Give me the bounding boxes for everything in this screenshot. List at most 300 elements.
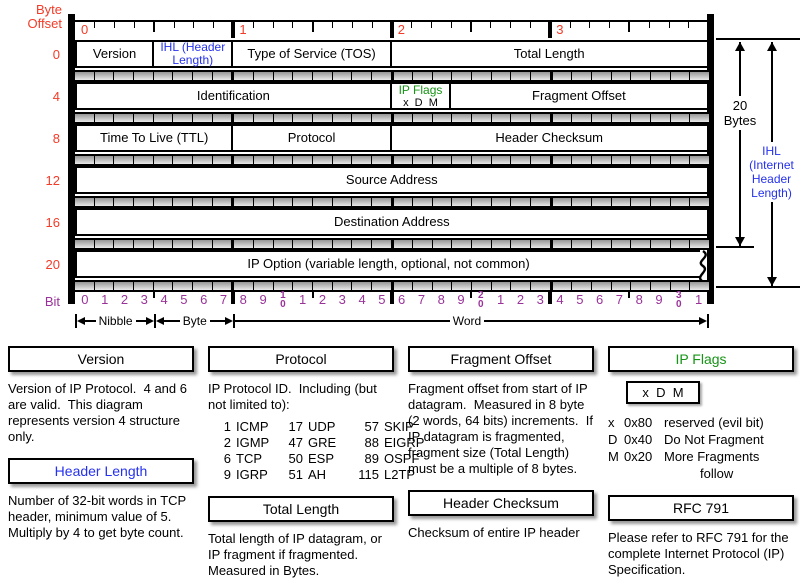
separator-segment [254, 156, 274, 164]
separator-segment [572, 198, 592, 206]
separator-segment [333, 72, 353, 80]
ruler-tick [193, 22, 194, 28]
separator-segment [394, 282, 414, 290]
separator-segment [173, 240, 193, 248]
note-title-ip-flags: IP Flags [608, 346, 794, 372]
field-cell-label: IP Flags [398, 82, 443, 97]
separator-segment [472, 114, 492, 122]
protocol-name: L2TP [384, 467, 416, 482]
separator-segment [352, 72, 372, 80]
separator-segment [592, 114, 612, 122]
ruler-tick [530, 22, 531, 28]
bit-number: 2 [318, 292, 327, 307]
separator-segment [293, 282, 313, 290]
protocol-number: 57 [364, 419, 379, 434]
separator-segment [690, 114, 709, 122]
separator-segment [394, 198, 414, 206]
protocol-number: 51 [288, 467, 303, 482]
scale-label: Nibble [98, 314, 133, 328]
bit-number: 7 [417, 292, 426, 307]
bit-number: 5 [378, 292, 386, 307]
separator-segment [671, 240, 691, 248]
separator-segment [95, 72, 115, 80]
bit-number: 6 [200, 292, 208, 307]
separator-segment [631, 156, 651, 164]
separator-segment [234, 156, 254, 164]
separator-segment [213, 198, 235, 206]
arrowhead-right-icon [699, 317, 707, 325]
separator-segment [592, 72, 612, 80]
protocol-number: 9 [223, 467, 231, 482]
scale-label: Word [452, 314, 482, 328]
bit-number-ones: 0 [676, 299, 682, 310]
separator-segment [492, 282, 512, 290]
bit-number: 4 [160, 292, 168, 307]
protocol-number: 6 [223, 451, 231, 466]
arrowhead-up-icon [767, 42, 777, 51]
bit-number: 1 [694, 292, 703, 307]
note-body-text: Total length of IP datagram, or IP fragment if fragmented. Measured in Bytes. [208, 531, 386, 578]
header-row-offset-20 [75, 250, 700, 278]
separator-segment [134, 240, 154, 248]
separator-segment [75, 282, 95, 290]
flag-definitions [608, 414, 794, 482]
separator-segment [293, 156, 313, 164]
bit-ruler-tick [548, 290, 552, 304]
separator-segment [690, 282, 709, 290]
separator-segment [333, 282, 353, 290]
separator-segment [313, 240, 333, 248]
ruler-tick [114, 22, 115, 28]
arrowhead-up-icon [735, 42, 745, 51]
separator-segment [173, 72, 193, 80]
flag-letter: D [608, 432, 618, 447]
separator-segment [254, 198, 274, 206]
bit-number-stacked [478, 291, 484, 309]
separator-segment [193, 282, 213, 290]
note-title-total-length: Total Length [208, 496, 394, 522]
note-title-rfc-791: RFC 791 [608, 495, 794, 521]
bit-separator-bar [75, 238, 709, 250]
separator-segment [134, 156, 154, 164]
separator-segment [95, 156, 115, 164]
separator-segment [433, 282, 453, 290]
flag-hex-value: 0x40 [624, 432, 653, 447]
separator-segment [553, 72, 573, 80]
protocol-name: GRE [308, 435, 337, 450]
separator-segment [154, 156, 174, 164]
separator-segment [511, 156, 531, 164]
separator-segment [173, 114, 193, 122]
separator-segment [651, 72, 671, 80]
bit-number-tens: 3 [676, 290, 682, 301]
field-cell-type-of-service-tos [231, 40, 391, 68]
ruler-tick [548, 22, 552, 38]
separator-segment [592, 156, 612, 164]
separator-segment [193, 72, 213, 80]
separator-segment [193, 198, 213, 206]
protocol-name: IGRP [236, 467, 268, 482]
bit-number: 4 [556, 292, 564, 307]
separator-segment [651, 198, 671, 206]
ruler-tick [451, 22, 452, 28]
separator-segment [612, 114, 632, 122]
bit-number: 1 [497, 292, 505, 307]
separator-segment [394, 156, 414, 164]
bit-number: 3 [338, 292, 346, 307]
bit-number: 1 [299, 292, 307, 307]
note-body-text: Please refer to RFC 791 for the complete Internet Protocol (IP) Specification. [608, 530, 793, 577]
ruler-tick [411, 22, 412, 28]
separator-segment [134, 282, 154, 290]
separator-segment [452, 198, 472, 206]
byte-number-label: 1 [239, 22, 247, 37]
ruler-tick [134, 22, 135, 28]
separator-segment [651, 114, 671, 122]
separator-segment [612, 282, 632, 290]
ruler-tick [589, 22, 590, 28]
separator-segment [492, 114, 512, 122]
field-cell-label: IHL (Header Length) [160, 40, 226, 67]
separator-segment [553, 282, 573, 290]
note-title-header-length: Header Length [8, 458, 194, 484]
separator-segment [572, 240, 592, 248]
separator-segment [413, 72, 433, 80]
bit-separator-bar [75, 70, 709, 82]
field-cell-label: Source Address [345, 172, 438, 187]
separator-segment [612, 72, 632, 80]
separator-segment [173, 198, 193, 206]
separator-segment [612, 156, 632, 164]
separator-segment [452, 282, 472, 290]
separator-segment [75, 198, 95, 206]
separator-segment [433, 156, 453, 164]
bit-separator-bar [75, 112, 709, 124]
arrowhead-down-icon [735, 237, 745, 246]
scale-line [235, 320, 449, 322]
ruler-tick [253, 22, 254, 28]
ruler-tick [352, 22, 353, 28]
separator-segment [413, 114, 433, 122]
separator-segment [234, 282, 254, 290]
byte-offset-axis-label: Byte Offset [27, 2, 62, 31]
separator-segment [492, 72, 512, 80]
ruler-tick [292, 22, 293, 28]
ruler-tick [669, 22, 670, 28]
scale-line [210, 320, 226, 322]
separator-segment [531, 240, 553, 248]
separator-segment [254, 240, 274, 248]
field-cell-version [75, 40, 154, 68]
separator-segment [114, 198, 134, 206]
separator-segment [531, 156, 553, 164]
separator-segment [452, 114, 472, 122]
row-offset-label: 4 [52, 89, 60, 104]
separator-segment [492, 240, 512, 248]
bit-number [471, 291, 491, 309]
flag-bit-letters: x D M [403, 96, 438, 109]
bit-number: 5 [180, 292, 188, 307]
separator-segment [274, 282, 294, 290]
protocol-name: SKIP [384, 419, 414, 434]
bit-number: 9 [457, 292, 465, 307]
bit-ruler-tick [628, 290, 630, 298]
bit-number: 6 [596, 292, 604, 307]
separator-segment [553, 240, 573, 248]
bracket-cap-top [716, 38, 800, 40]
note-title-fragment-offset: Fragment Offset [408, 346, 594, 372]
protocol-name: UDP [308, 419, 336, 434]
separator-segment [95, 240, 115, 248]
field-cell-label: Header Checksum [495, 130, 603, 145]
scale-span-word [233, 314, 708, 328]
field-cell-total-length [390, 40, 709, 68]
field-cell-header-checksum [390, 124, 709, 152]
bit-ruler-tick [153, 290, 155, 298]
flag-letter: M [608, 449, 619, 464]
bit-number: 2 [516, 292, 525, 307]
row-offset-label: 0 [52, 47, 60, 62]
separator-segment [531, 72, 553, 80]
separator-segment [134, 198, 154, 206]
scale-span-nibble [75, 314, 154, 328]
separator-segment [234, 114, 254, 122]
note-title-version: Version [8, 346, 194, 372]
protocol-id-table [214, 419, 425, 483]
separator-segment [134, 114, 154, 122]
separator-segment [413, 282, 433, 290]
separator-segment [213, 114, 235, 122]
separator-segment [394, 114, 414, 122]
bit-number: 5 [576, 292, 584, 307]
ruler-tick [628, 22, 630, 32]
byte-number-label: 0 [81, 22, 89, 37]
ruler-tick [470, 22, 472, 32]
separator-segment [293, 240, 313, 248]
ruler-tick [312, 22, 314, 32]
scale-line [164, 320, 180, 322]
separator-segment [433, 198, 453, 206]
flag-hex-value: 0x20 [624, 449, 653, 464]
bit-number: 6 [398, 292, 406, 307]
separator-segment [293, 72, 313, 80]
separator-segment [433, 72, 453, 80]
separator-segment [254, 72, 274, 80]
field-cell-label: IP Option (variable length, optional, not common) [247, 256, 530, 271]
bracket-label-ihl: IHL (Internet Header Length) [743, 142, 800, 202]
separator-segment [572, 72, 592, 80]
scale-spans [75, 314, 709, 328]
separator-segment [352, 240, 372, 248]
scale-line [85, 320, 96, 322]
separator-segment [612, 240, 632, 248]
separator-segment [531, 198, 553, 206]
note-title-header-checksum: Header Checksum [408, 490, 594, 516]
separator-segment [651, 240, 671, 248]
bit-number: 8 [239, 292, 247, 307]
separator-segment [511, 72, 531, 80]
field-cell-label: Type of Service (TOS) [247, 46, 376, 61]
bit-axis-label: Bit [44, 294, 60, 309]
field-notes-section [0, 346, 800, 576]
separator-segment [274, 156, 294, 164]
separator-segment [114, 240, 134, 248]
protocol-name: EIGRP [384, 435, 425, 450]
arrowhead-down-icon [767, 277, 777, 286]
separator-segment [313, 198, 333, 206]
ruler-tick [431, 22, 432, 28]
protocol-name: ICMP [236, 419, 269, 434]
protocol-name: IGMP [236, 435, 270, 450]
flag-hex-value: 0x80 [624, 415, 653, 430]
separator-segment [313, 72, 333, 80]
note-body-text: Number of 32-bit words in TCP header, minimum value of 5. Multiply by 4 to get byte count. [8, 493, 190, 540]
ruler-tick [153, 22, 155, 32]
separator-segment [274, 114, 294, 122]
separator-segment [75, 72, 95, 80]
flag-description: More Fragments [664, 449, 760, 464]
separator-segment [671, 156, 691, 164]
separator-segment [75, 114, 95, 122]
separator-segment [313, 114, 333, 122]
field-cell-identification [75, 82, 392, 110]
separator-segment [193, 156, 213, 164]
arrowhead-right-icon [146, 317, 154, 325]
separator-segment [492, 156, 512, 164]
protocol-number: 47 [288, 435, 303, 450]
separator-segment [114, 114, 134, 122]
bit-number: 0 [81, 292, 89, 307]
header-row-offset-4 [75, 82, 709, 110]
separator-segment [213, 156, 235, 164]
separator-segment [690, 240, 709, 248]
separator-segment [352, 282, 372, 290]
bit-number: 9 [655, 292, 663, 307]
separator-segment [472, 198, 492, 206]
separator-segment [572, 114, 592, 122]
bit-ruler-tick [390, 290, 394, 304]
measure-arrow-20-bytes [739, 42, 741, 246]
separator-segment [511, 198, 531, 206]
separator-segment [95, 198, 115, 206]
row-offset-label: 16 [45, 215, 60, 230]
bit-number [669, 291, 689, 309]
ruler-tick [649, 22, 650, 28]
ruler-tick [273, 22, 274, 28]
bit-separator-bar [75, 154, 709, 166]
separator-segment [452, 240, 472, 248]
bit-number-stacked [676, 291, 682, 309]
note-column-3 [408, 346, 597, 547]
separator-segment [372, 72, 394, 80]
bit-number: 8 [635, 292, 643, 307]
ruler-tick [390, 22, 394, 38]
separator-segment [333, 114, 353, 122]
scale-line [484, 320, 698, 322]
separator-segment [511, 282, 531, 290]
separator-segment [372, 282, 394, 290]
field-cell-label: Fragment Offset [532, 88, 626, 103]
separator-segment [592, 240, 612, 248]
separator-segment [690, 156, 709, 164]
separator-segment [413, 198, 433, 206]
row-offset-label: 12 [45, 173, 60, 188]
field-cell-time-to-live-ttl [75, 124, 233, 152]
ruler-tick [174, 22, 175, 28]
flag-description: Do Not Fragment [664, 432, 764, 447]
protocol-name: AH [308, 467, 327, 482]
bit-number: 8 [437, 292, 445, 307]
note-column-2 [208, 346, 425, 585]
bracket-label-20-bytes: 20 Bytes [717, 96, 763, 130]
separator-segment [553, 198, 573, 206]
flag-bits-box: x D M [626, 381, 700, 404]
note-body-text: IP Protocol ID. Including (but not limited to): [208, 381, 381, 412]
ruler-tick [570, 22, 571, 28]
separator-segment [234, 198, 254, 206]
separator-segment [254, 114, 274, 122]
bit-number: 3 [536, 292, 544, 307]
separator-segment [114, 156, 134, 164]
separator-segment [472, 240, 492, 248]
bit-separator-bar [75, 196, 709, 208]
separator-segment [293, 114, 313, 122]
separator-segment [173, 156, 193, 164]
separator-segment [95, 114, 115, 122]
separator-segment [631, 282, 651, 290]
separator-segment [313, 282, 333, 290]
bit-number: 7 [615, 292, 624, 307]
field-cell-label: Time To Live (TTL) [100, 130, 209, 145]
field-cell-label: Identification [196, 88, 270, 103]
separator-segment [452, 156, 472, 164]
field-cell-ihl-header-length [152, 40, 233, 68]
separator-segment [173, 282, 193, 290]
bit-number-tens: 2 [478, 290, 484, 301]
flag-description: reserved (evil bit) [664, 415, 764, 430]
field-cell-ip-option-variable-length-optional-not-common [75, 250, 700, 278]
separator-segment [433, 114, 453, 122]
separator-segment [274, 198, 294, 206]
bit-number-ones: 0 [280, 299, 286, 310]
protocol-number: 17 [288, 419, 303, 434]
separator-segment [572, 156, 592, 164]
separator-segment [274, 72, 294, 80]
separator-segment [154, 198, 174, 206]
separator-segment [531, 282, 553, 290]
separator-segment [651, 156, 671, 164]
field-cell-label: Total Length [513, 46, 585, 61]
header-row-offset-16 [75, 208, 709, 236]
separator-segment [372, 114, 394, 122]
flag-definition-continuation: follow [700, 466, 734, 481]
separator-segment [234, 240, 254, 248]
header-row-offset-0 [75, 40, 709, 68]
separator-segment [333, 198, 353, 206]
separator-segment [213, 240, 235, 248]
separator-segment [671, 114, 691, 122]
note-body-text: Checksum of entire IP header [408, 525, 580, 540]
separator-segment [75, 240, 95, 248]
bit-ruler-tick [470, 290, 472, 298]
separator-segment [333, 156, 353, 164]
protocol-name: TCP [236, 451, 262, 466]
separator-segment [631, 114, 651, 122]
separator-segment [413, 240, 433, 248]
ruler-tick [213, 22, 214, 28]
separator-segment [134, 72, 154, 80]
separator-segment [433, 240, 453, 248]
